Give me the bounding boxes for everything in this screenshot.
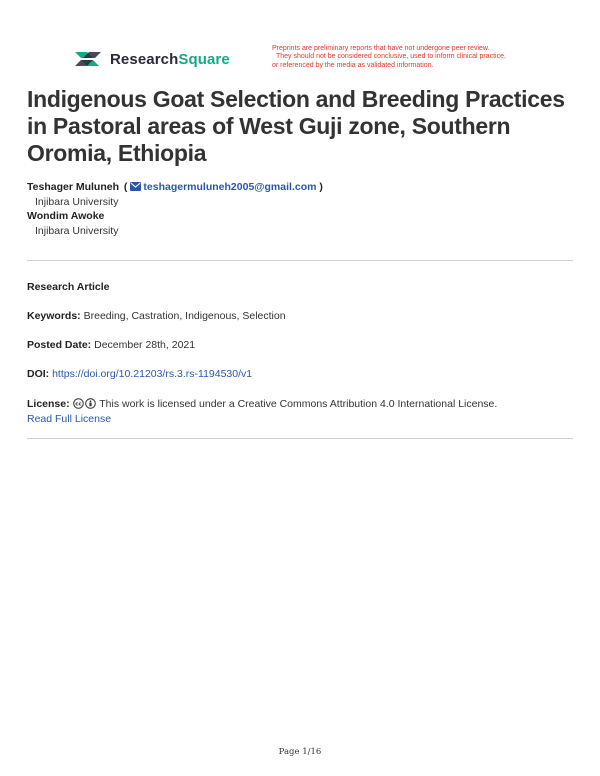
brand-name-primary: Research	[110, 50, 179, 68]
page-header	[0, 0, 600, 80]
section-divider	[27, 260, 573, 261]
doi-label: DOI:	[27, 368, 50, 380]
brand-name-secondary: Square	[178, 50, 230, 68]
page-number: Page 1/16	[278, 747, 322, 757]
research-square-logo-icon	[73, 48, 103, 70]
disclaimer-line: They should not be considered conclusive, used to inform clinical practice,	[276, 53, 506, 61]
read-full-license-link[interactable]: Read Full License	[27, 412, 112, 425]
keywords-row	[27, 309, 573, 324]
author-affiliation: Injibara University	[35, 224, 119, 237]
author-affiliation: Injibara University	[35, 195, 119, 208]
license-row	[27, 397, 573, 426]
email-close-paren: )	[319, 181, 323, 193]
author-entry	[27, 209, 572, 224]
doi-link[interactable]: https://doi.org/10.21203/rs.3.rs-1194530/v1	[52, 368, 253, 380]
author-list	[27, 180, 572, 238]
license-label: License:	[27, 398, 70, 410]
research-square-logo[interactable]	[73, 48, 230, 70]
creative-commons-icon	[73, 398, 84, 409]
doi-row	[27, 367, 573, 382]
author-email-link[interactable]: teshagermuluneh2005@gmail.com	[143, 181, 317, 193]
article-type-label: Research Article	[27, 281, 110, 293]
article-type	[27, 280, 573, 295]
author-name: Wondim Awoke	[27, 210, 105, 222]
svg-text:cc: cc	[74, 401, 82, 408]
posted-date-row	[27, 338, 573, 353]
brand-name	[110, 51, 230, 68]
attribution-icon	[85, 398, 96, 409]
paper-title: Indigenous Goat Selection and Breeding Practices in Pastoral areas of West Guji zone, Southern Oromia, Ethiopia	[27, 86, 565, 166]
disclaimer-line: Preprints are preliminary reports that have not undergone peer review.	[272, 45, 490, 52]
email-open-paren: (	[123, 181, 128, 193]
section-divider	[27, 438, 573, 439]
envelope-icon	[130, 182, 141, 191]
keywords-label: Keywords:	[27, 310, 81, 322]
author-entry	[27, 180, 572, 195]
disclaimer-line: or referenced by the media as validated information.	[272, 61, 434, 69]
license-text: This work is licensed under a Creative Commons Attribution 4.0 International License.	[99, 398, 498, 410]
author-name: Teshager Muluneh	[27, 181, 119, 193]
posted-date-value: December 28th, 2021	[94, 339, 196, 351]
posted-date-label: Posted Date:	[27, 339, 92, 351]
keywords-value: Breeding, Castration, Indigenous, Selection	[83, 310, 286, 322]
preprint-disclaimer	[272, 45, 542, 70]
